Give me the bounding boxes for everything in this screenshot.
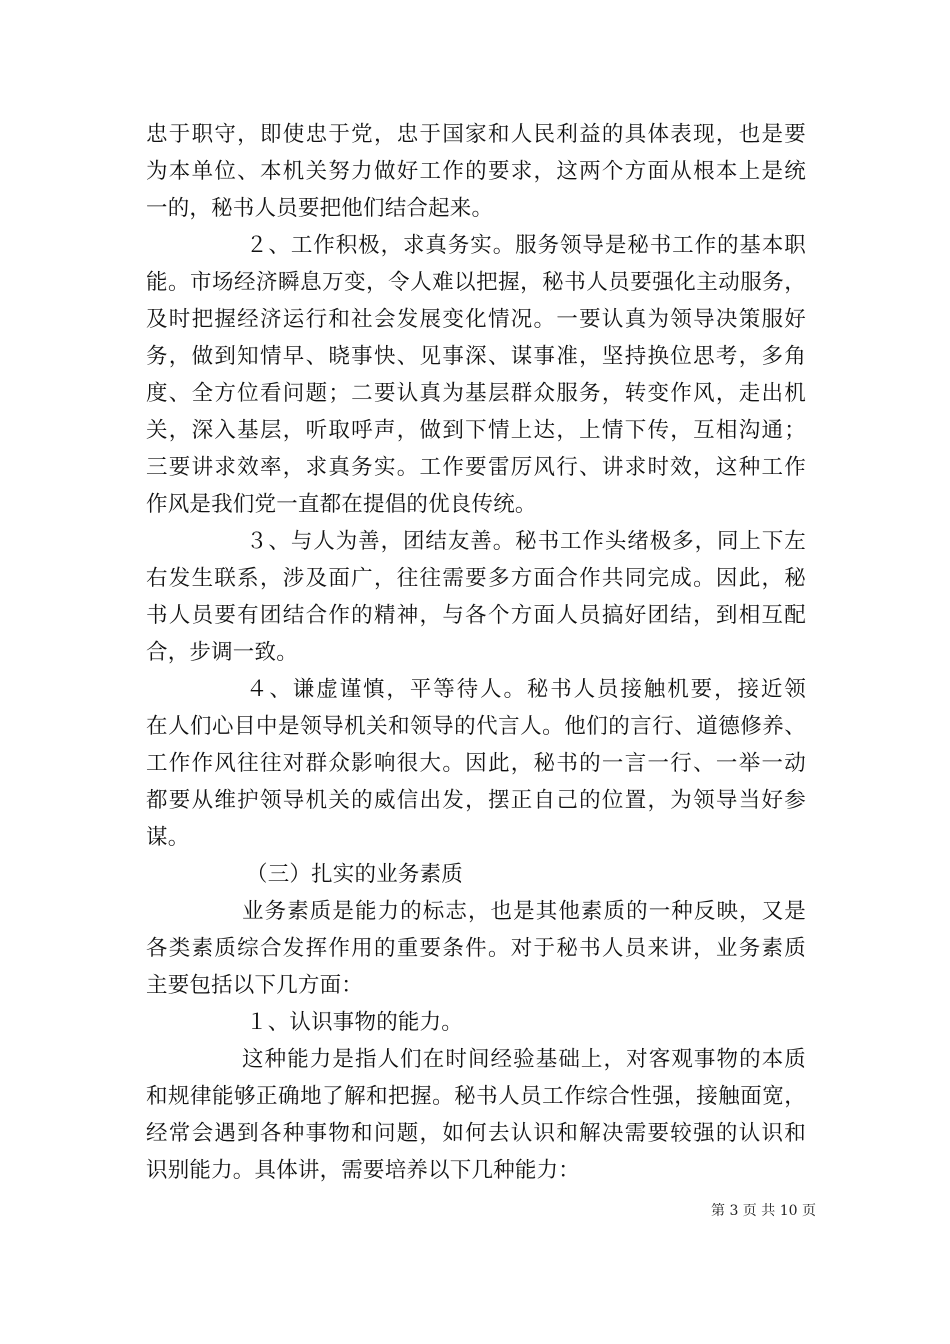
text-line: 业务素质是能力的标志，也是其他素质的一种反映，又是 — [242, 899, 806, 924]
section-heading: （三）扎实的业务素质 — [246, 862, 464, 887]
text-line: 为本单位、本机关努力做好工作的要求，这两个方面从根本上是统 — [146, 159, 806, 184]
text-line: 各类素质综合发挥作用的重要条件。对于秘书人员来讲，业务素质 — [146, 936, 806, 961]
text-line: １、认识事物的能力。 — [246, 1010, 464, 1035]
text-line: 谋。 — [146, 825, 190, 850]
text-line: 主要包括以下几方面： — [146, 973, 364, 998]
page-number-footer: 第 3 页 共 10 页 — [711, 1203, 816, 1219]
text-line: ２、工作积极，求真务实。服务领导是秘书工作的基本职 — [246, 233, 806, 258]
text-line: 忠于职守，即使忠于党，忠于国家和人民利益的具体表现，也是要 — [146, 122, 806, 147]
text-line: 合，步调一致。 — [146, 640, 298, 665]
text-line: 经常会遇到各种事物和问题，如何去认识和解决需要较强的认识和 — [146, 1121, 806, 1146]
text-line: 在人们心目中是领导机关和领导的代言人。他们的言行、道德修养、 — [146, 714, 806, 739]
text-line: 作风是我们党一直都在提倡的优良传统。 — [146, 492, 537, 517]
text-line: 都要从维护领导机关的威信出发，摆正自己的位置，为领导当好参 — [146, 788, 806, 813]
text-line: 一的，秘书人员要把他们结合起来。 — [146, 196, 494, 221]
text-line: 及时把握经济运行和社会发展变化情况。一要认真为领导决策服好 — [146, 307, 806, 332]
text-line: 右发生联系，涉及面广，往往需要多方面合作共同完成。因此，秘 — [146, 566, 806, 591]
document-body — [146, 116, 806, 1189]
text-line: 和规律能够正确地了解和把握。秘书人员工作综合性强，接触面宽， — [146, 1084, 806, 1109]
text-line: 识别能力。具体讲，需要培养以下几种能力： — [146, 1158, 581, 1183]
text-line: 三要讲求效率，求真务实。工作要雷厉风行、讲求时效，这种工作 — [146, 455, 806, 480]
text-line: 这种能力是指人们在时间经验基础上，对客观事物的本质 — [242, 1047, 806, 1072]
text-line: 书人员要有团结合作的精神，与各个方面人员搞好团结，到相互配 — [146, 603, 806, 628]
text-line: 工作作风往往对群众影响很大。因此，秘书的一言一行、一举一动 — [146, 751, 806, 776]
text-line: 能。市场经济瞬息万变，令人难以把握，秘书人员要强化主动服务， — [146, 270, 806, 295]
text-line: ４、谦虚谨慎，平等待人。秘书人员接触机要，接近领 — [246, 677, 806, 702]
text-line: 务，做到知情早、晓事快、见事深、谋事准，坚持换位思考，多角 — [146, 344, 806, 369]
text-line: ３、与人为善，团结友善。秘书工作头绪极多，同上下左 — [246, 529, 806, 554]
text-line: 度、全方位看问题；二要认真为基层群众服务，转变作风，走出机 — [146, 381, 806, 406]
text-line: 关，深入基层，听取呼声，做到下情上达，上情下传，互相沟通； — [146, 418, 806, 443]
